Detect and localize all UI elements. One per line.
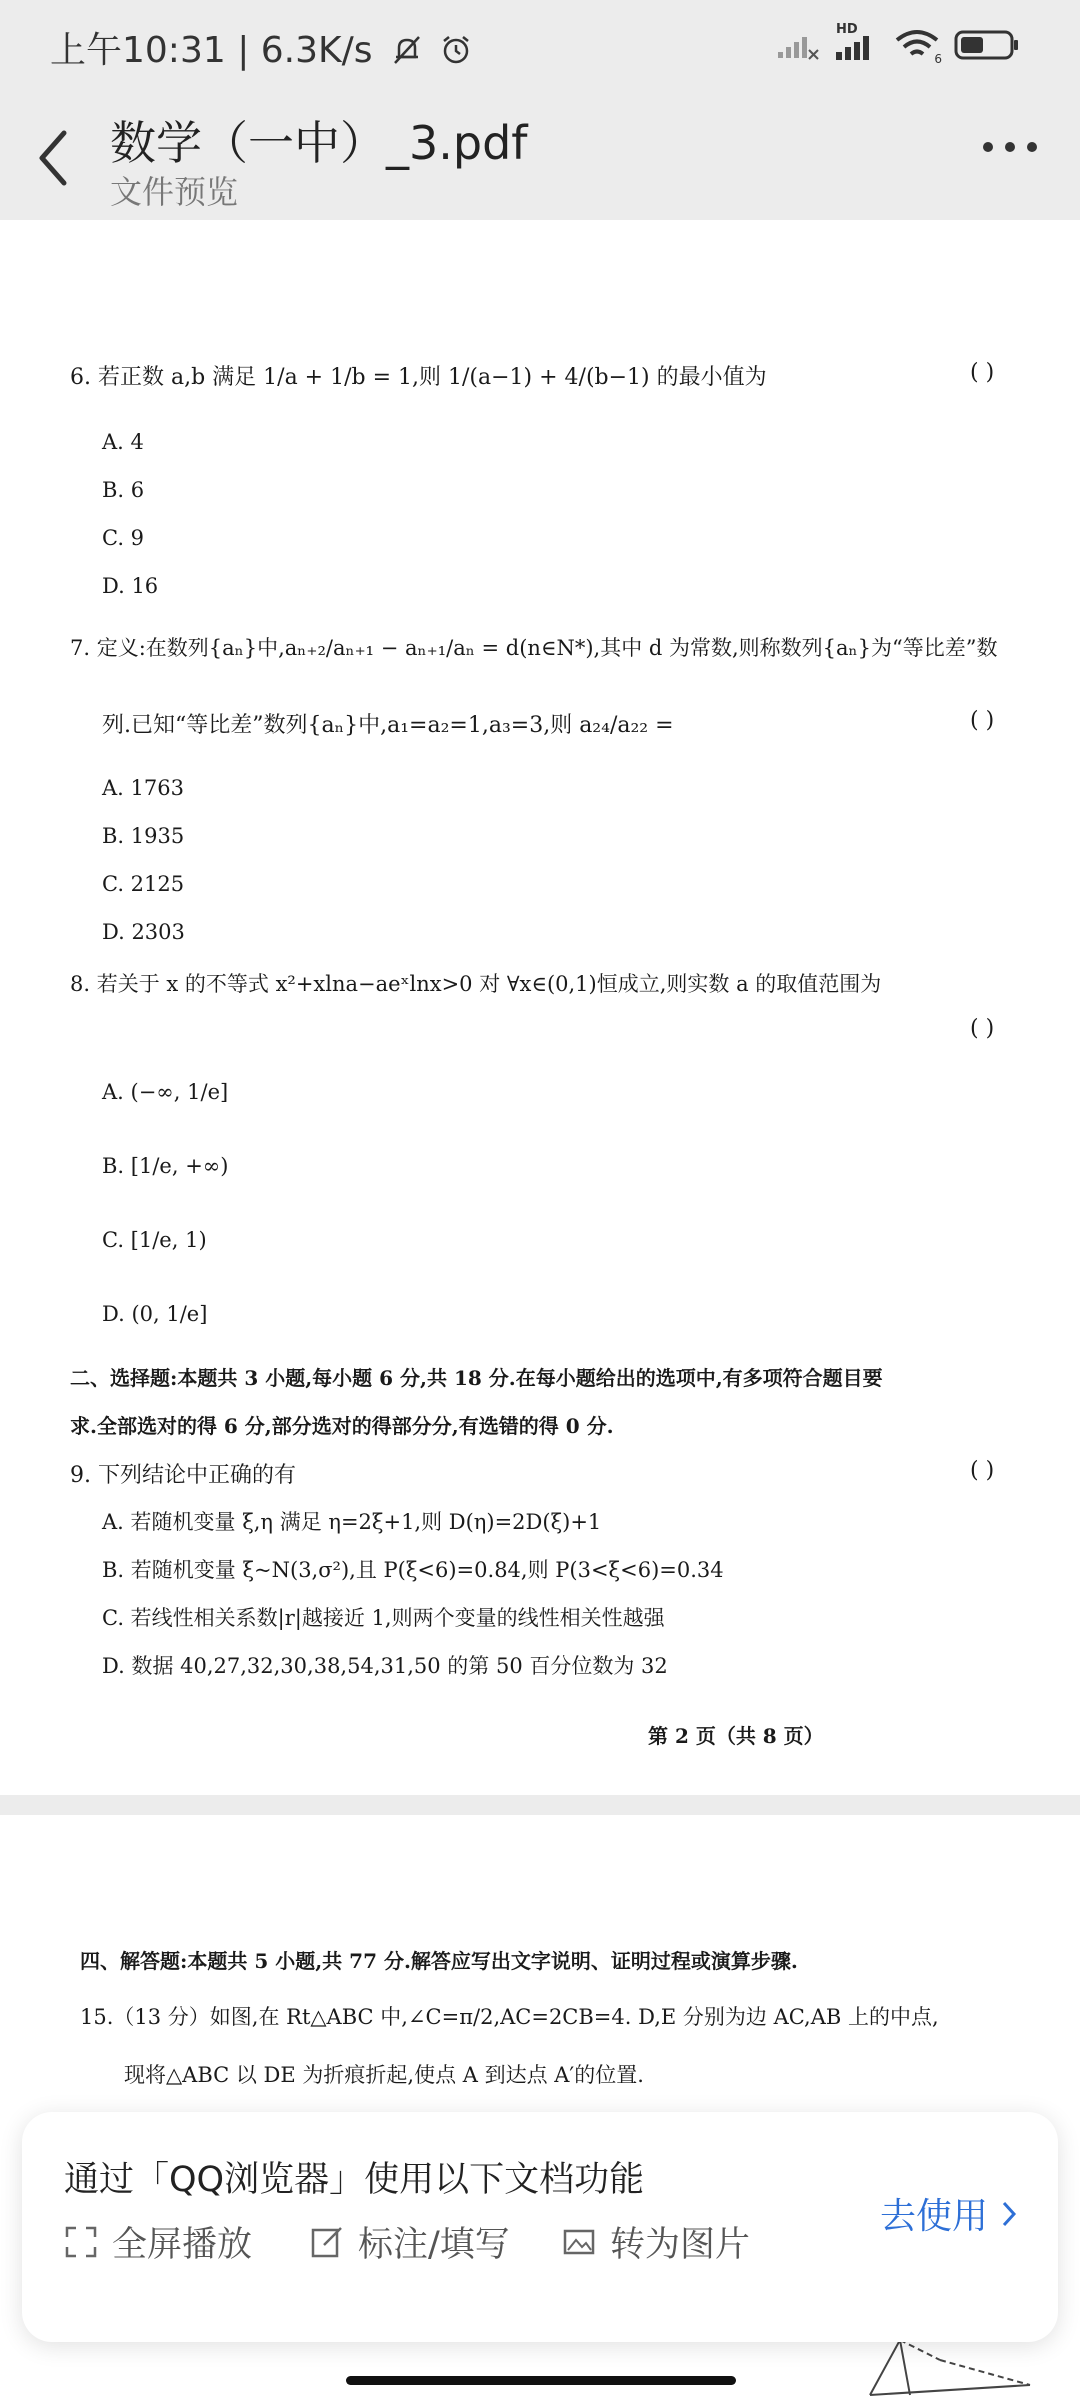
qq-browser-banner (22, 2112, 1058, 2342)
home-indicator[interactable] (346, 2376, 736, 2385)
q6-option-c: C. 9 (102, 526, 145, 550)
document-subtitle: 文件预览 (110, 173, 239, 211)
question-8-stem: 8. 若关于 x 的不等式 x²+xlna−aeˣlnx>0 对 ∀x∈(0,1)恒成立,则实数 a 的取值范围为 (70, 972, 882, 996)
status-bar (0, 0, 1080, 95)
question-15-line1: 15.（13 分）如图,在 Rt△ABC 中,∠C=π/2,AC=2CB=4. D,E 分别为边 AC,AB 上的中点, (80, 2005, 939, 2029)
image-icon (562, 2225, 596, 2259)
answer-paren: ( ) (970, 708, 995, 733)
mute-bell-icon (390, 33, 424, 67)
q9-option-b: B. 若随机变量 ξ~N(3,σ²),且 P(ξ<6)=0.84,则 P(3<ξ<6)=0.34 (102, 1558, 724, 1582)
chevron-right-icon (1000, 2199, 1018, 2229)
battery-icon (954, 29, 1020, 61)
annotate-fill-action[interactable]: 标注/填写 (310, 2217, 510, 2267)
question-15-line2: 现将△ABC 以 DE 为折痕折起,使点 A 到达点 A′的位置. (124, 2063, 644, 2087)
q7-option-b: B. 1935 (102, 824, 185, 848)
q8-option-d: D. (0, 1/e] (102, 1302, 208, 1326)
q8-option-c: C. [1/e, 1) (102, 1228, 207, 1252)
q9-option-c: C. 若线性相关系数|r|越接近 1,则两个变量的线性相关性越强 (102, 1606, 665, 1630)
convert-to-image-action[interactable]: 转为图片 (562, 2217, 750, 2267)
q6-option-a: A. 4 (102, 430, 144, 454)
section-2-heading-line2: 求.全部选对的得 6 分,部分选对的得部分分,有选错的得 0 分. (70, 1414, 614, 1438)
wifi-icon: 6 (894, 28, 940, 62)
page-number-footer: 第 2 页（共 8 页） (648, 1724, 824, 1748)
more-options-icon[interactable] (980, 135, 1040, 159)
pdf-page[interactable] (0, 220, 1080, 1795)
q6-option-d: D. 16 (102, 574, 159, 598)
q7-option-c: C. 2125 (102, 872, 185, 896)
question-7-stem-line2: 列.已知“等比差”数列{aₙ}中,a₁=a₂=1,a₃=3,则 a₂₄/a₂₂ = (102, 713, 674, 738)
signal-hd-icon: HD (834, 28, 880, 62)
answer-paren: ( ) (970, 360, 995, 385)
alarm-clock-icon (439, 33, 473, 67)
status-time-speed: 上午10:31 | 6.3K/s (50, 30, 373, 71)
fullscreen-icon (64, 2225, 98, 2259)
back-arrow-icon[interactable] (34, 123, 74, 193)
signal-no-service-icon (776, 30, 820, 60)
edit-icon (310, 2225, 344, 2259)
answer-paren: ( ) (970, 1016, 995, 1041)
question-9-stem: 9. 下列结论中正确的有 (70, 1463, 296, 1488)
q9-option-d: D. 数据 40,27,32,30,38,54,31,50 的第 50 百分位数为 32 (102, 1654, 668, 1678)
section-2-heading-line1: 二、选择题:本题共 3 小题,每小题 6 分,共 18 分.在每小题给出的选项中,有多项符合题目要 (70, 1366, 883, 1390)
q7-option-a: A. 1763 (102, 776, 184, 800)
answer-paren: ( ) (970, 1458, 995, 1483)
fullscreen-play-action[interactable]: 全屏播放 (64, 2217, 252, 2267)
banner-title: 通过「QQ浏览器」使用以下文档功能 (64, 2160, 645, 2200)
q8-option-a: A. (−∞, 1/e] (102, 1080, 229, 1104)
go-use-button[interactable]: 去使用 (880, 2188, 1018, 2239)
question-6-stem: 6. 若正数 a,b 满足 1/a + 1/b = 1,则 1/(a−1) + 4/(b−1) 的最小值为 (70, 365, 767, 390)
question-7-stem-line1: 7. 定义:在数列{aₙ}中,aₙ₊₂/aₙ₊₁ − aₙ₊₁/aₙ = d(n∈N*),其中 d 为常数,则称数列{aₙ}为“等比差”数 (70, 636, 998, 660)
section-4-heading: 四、解答题:本题共 5 小题,共 77 分.解答应写出文字说明、证明过程或演算步骤. (80, 1949, 798, 1973)
app-bar (0, 95, 1080, 220)
document-title: 数学（一中）_3.pdf (110, 116, 528, 170)
q6-option-b: B. 6 (102, 478, 145, 502)
q9-option-a: A. 若随机变量 ξ,η 满足 η=2ξ+1,则 D(η)=2D(ξ)+1 (102, 1510, 602, 1534)
q7-option-d: D. 2303 (102, 920, 185, 944)
q8-option-b: B. [1/e, +∞) (102, 1154, 229, 1178)
